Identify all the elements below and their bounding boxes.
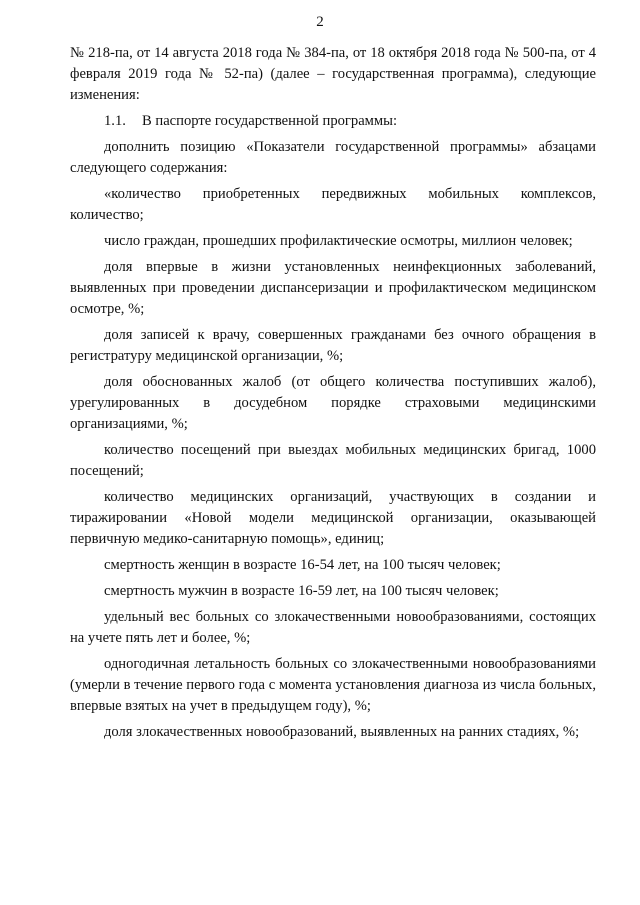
paragraph-justified-complaints: доля обоснованных жалоб (от общего количества поступивших жалоб), урегулированных в досудебном порядке страховыми медицинскими организациями, %; xyxy=(70,374,596,432)
paragraph-male-mortality: смертность мужчин в возрасте 16-59 лет, на 100 тысяч человек; xyxy=(104,583,499,599)
page-number: 2 xyxy=(316,14,324,30)
paragraph-doctor-appointments: доля записей к врачу, совершенных гражданами без очного обращения в регистратуру медицинской организации, %; xyxy=(70,327,596,364)
paragraph-oncology-lethality: одногодичная летальность больных со злокачественными новообразованиями (умерли в течение первого года с момента установления диагноза из числа больных, впервые взятых на учет в предыдущем году), %; xyxy=(70,656,596,714)
paragraph-supplement-position: дополнить позицию «Показатели государственной программы» абзацами следующего содержания: xyxy=(70,139,596,176)
paragraph-new-model-organizations: количество медицинских организаций, участвующих в создании и тиражировании «Новой модели медицинской организации, оказывающей первичную медико-санитарную помощь», единиц; xyxy=(70,489,596,547)
section-number: 1.1. xyxy=(104,113,126,129)
paragraph-amendment-list: № 218-па, от 14 августа 2018 года № 384-па, от 18 октября 2018 года № 500-па, от 4 февраля 2019 года № 52-па) (далее – государственная программа), следующие изменения: xyxy=(70,45,596,103)
paragraph-early-stage-detection: доля злокачественных новообразований, выявленных на ранних стадиях, %; xyxy=(104,724,580,740)
paragraph-female-mortality: смертность женщин в возрасте 16-54 лет, на 100 тысяч человек; xyxy=(104,557,501,573)
paragraph-oncology-registered: удельный вес больных со злокачественными новообразованиями, состоящих на учете пять лет и более, %; xyxy=(70,609,596,646)
section-heading: В паспорте государственной программы: xyxy=(142,113,398,129)
paragraph-preventive-exams: число граждан, прошедших профилактические осмотры, миллион человек; xyxy=(104,233,573,249)
paragraph-mobile-brigades: количество посещений при выездах мобильных медицинских бригад, 1000 посещений; xyxy=(70,442,596,479)
paragraph-section-1-1 xyxy=(70,111,596,132)
paragraph-noncommunicable-diseases: доля впервые в жизни установленных неинфекционных заболеваний, выявленных при проведении диспансеризации и профилактическом медицинском осмотре, %; xyxy=(70,259,596,317)
paragraph-mobile-complexes: «количество приобретенных передвижных мобильных комплексов, количество; xyxy=(70,186,596,223)
document-body xyxy=(70,43,596,743)
